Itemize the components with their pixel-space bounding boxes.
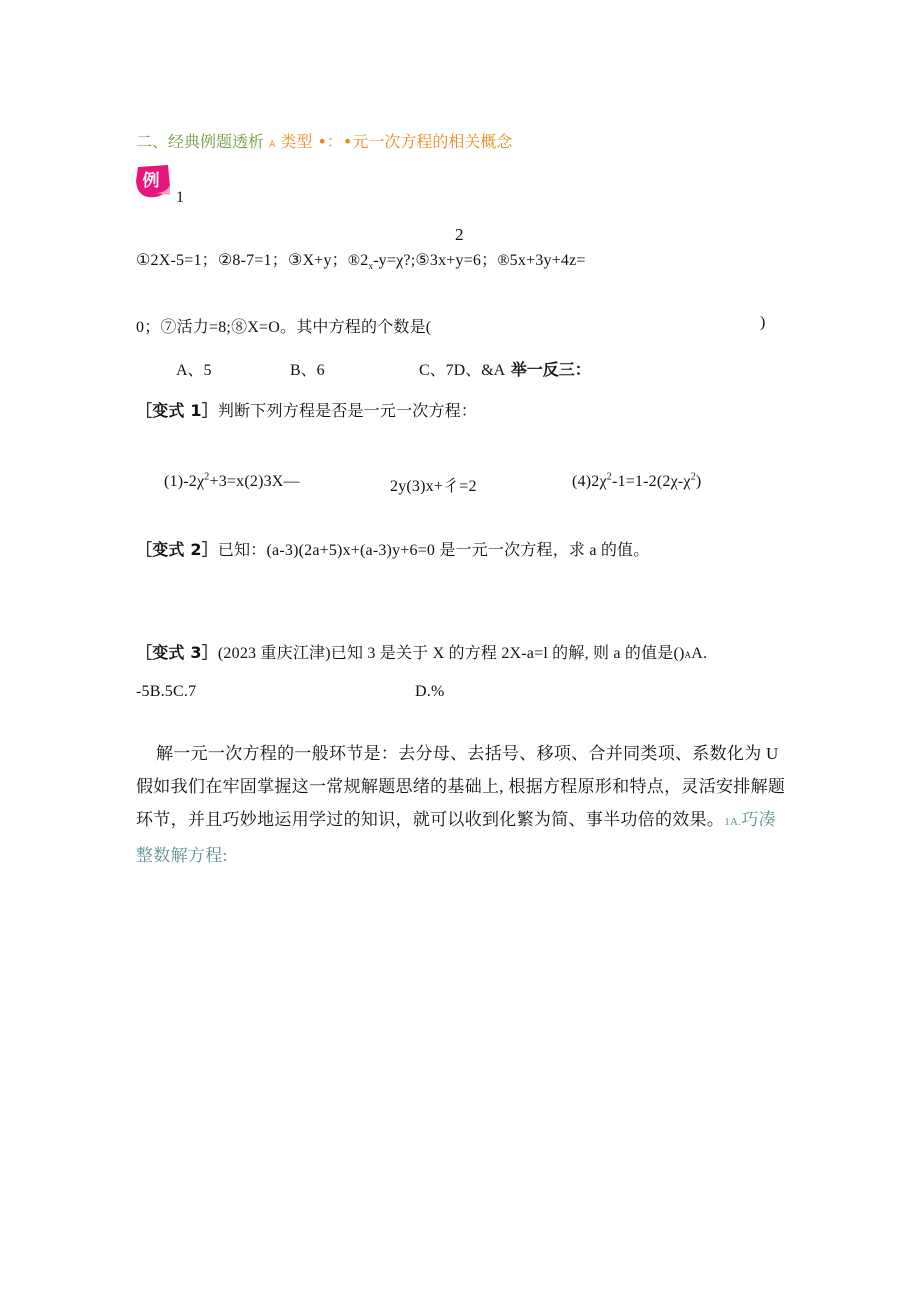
eq1-part-b: +3=x(2)3X— — [209, 473, 300, 490]
variant-2-text: 已知：(a-3)(2a+5)x+(a-3)y+6=0 是一元一次方程，求 a 的值。 — [217, 542, 650, 559]
problem-line-1 — [136, 247, 586, 270]
variant-3 — [136, 640, 707, 663]
option-c-d-text: C、7D、&A — [419, 362, 506, 379]
eq3-part-b: -1=1-2(2χ-χ — [611, 473, 691, 490]
eq3-sup-2: 2 — [690, 471, 696, 483]
example-badge-label: 例 — [142, 171, 160, 191]
example-badge-icon — [134, 163, 172, 199]
variant-3-options: -5B.5C.7 — [136, 683, 197, 700]
tip-heading: 巧凑整数解方程: — [136, 810, 776, 865]
tip-number: 1A. — [724, 816, 742, 828]
eq3-sup-1: 2 — [606, 471, 612, 483]
variant-1-eq-3 — [572, 473, 701, 491]
eq3-part-a: (4)2χ — [572, 473, 607, 490]
method-paragraph — [136, 737, 786, 872]
variant-3-text: (2023 重庆江津)已知 3 是关于 X 的方程 2X-a=l 的解, 则 a 的值是() — [217, 645, 685, 662]
option-c-d — [419, 357, 591, 380]
variant-3-option-d: D.% — [415, 683, 445, 700]
variant-3-label: ［变式 3］ — [136, 643, 218, 662]
floating-superscript: 2 — [455, 225, 464, 244]
eq1-sup: 2 — [204, 471, 210, 483]
eq1-part-a: (1)-2χ — [164, 473, 205, 490]
variant-3-tail: A. — [691, 645, 708, 662]
variant-1-eq-2: 2y(3)x+彳=2 — [390, 478, 477, 495]
heading-part2: A — [269, 140, 276, 150]
variant-2 — [136, 537, 649, 560]
problem-line-2-close: ) — [760, 314, 766, 331]
eq3-part-c: ) — [695, 473, 702, 490]
problem-line-1-b: -y=χ?;⑤3x+y=6；®5x+3y+4z= — [373, 252, 586, 269]
problem-line-1-sub: x — [368, 261, 374, 272]
heading-part4: •：•元一次方程的相关概念 — [317, 132, 513, 151]
variant-1-text: 判断下列方程是否是一元一次方程： — [217, 403, 478, 420]
section-heading — [136, 129, 512, 152]
example-number: 1 — [176, 189, 184, 206]
method-paragraph-text: 解一元一次方程的一般环节是：去分母、去括号、移项、合并同类项、系数化为 U 假如我们在牢固掌握这一常规解题思绪的基础上, 根据方程原形和特点，灵活安排解题环节，并且巧妙地运用学过的知识，就可以收到化繁为简、事半功倍的效果。 — [136, 744, 786, 829]
variant-1-label: ［变式 1］ — [136, 401, 218, 420]
variant-1-eq-1 — [164, 473, 300, 491]
option-a: A、5 — [176, 362, 212, 379]
option-b: B、6 — [290, 362, 325, 379]
heading-part3: 类型 — [280, 132, 313, 151]
variant-1 — [136, 398, 477, 421]
problem-line-1-a: ①2X-5=1；②8-7=1；③X+y；®2 — [136, 252, 369, 269]
problem-line-2: 0；⑦活力=8;⑧X=O。其中方程的个数是( — [136, 319, 432, 336]
practice-label: 举一反三： — [505, 360, 591, 379]
heading-part1: 二、经典例题透析 — [136, 132, 265, 151]
variant-3-tail-small: A — [684, 650, 692, 660]
variant-2-label: ［变式 2］ — [136, 540, 218, 559]
